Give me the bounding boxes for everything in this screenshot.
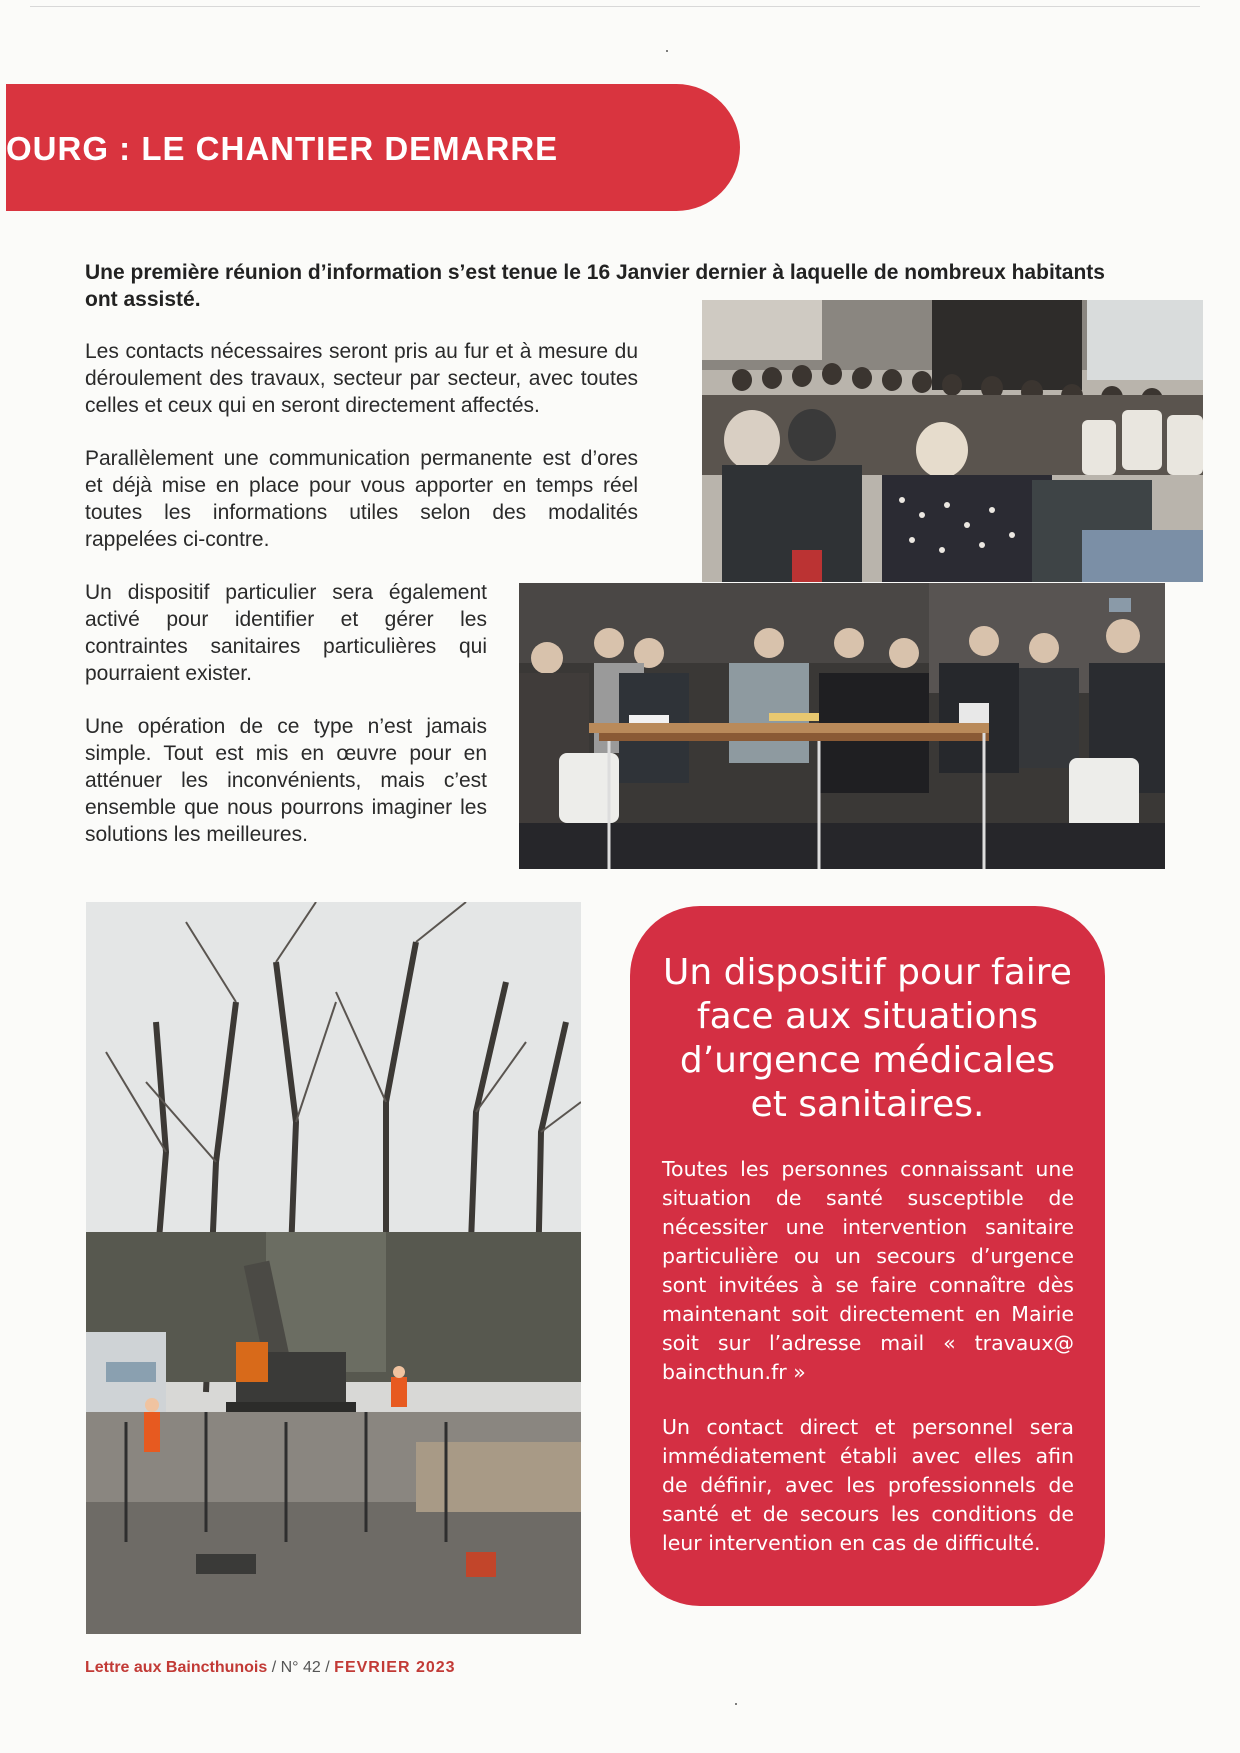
callout-title-line: d’urgence médicales [679, 1040, 1056, 1081]
callout-title-line: Un dispositif pour faire [663, 952, 1072, 993]
page-title: OURG : LE CHANTIER DEMARRE [6, 130, 559, 167]
paragraph-operation: Une opération de ce type n’est jamais simple. Tout est mis en œuvre pour en atténuer les inconvénients, mais c’est ensemble que nous pourrons imaginer les solutions les meilleures. [85, 715, 487, 846]
paragraph-communication: Parallèlement une communication permanente est d’ores et déjà mise en place pour vous apporter en temps réel toutes les informations utiles selon des modalités rappelées ci-contre. [85, 447, 638, 551]
photo-roadworks [86, 902, 581, 1634]
footer-separator: / [271, 1659, 277, 1676]
callout-body-contact: Un contact direct et personnel sera immédiatement établi avec elles afin de définir, avec les professionnels de santé et de secours les conditions de leur intervention en cas de difficulté. [662, 1415, 1074, 1555]
photo-meeting-panel [519, 583, 1165, 869]
paragraph-dispositif: Un dispositif particulier sera également activé pour identifier et gérer les contraintes sanitaires particulières qui pourraient exister. [85, 581, 487, 685]
callout-body-registration: Toutes les personnes connaissant une situation de santé susceptible de nécessiter une intervention sanitaire particulière ou un secours d’urgence sont invitées à se faire connaître dès maintenant soit directement en Mairie soit sur l’adresse mail « travaux@ baincthun.fr » [662, 1157, 1074, 1384]
callout-title-line: face aux situations [696, 996, 1039, 1037]
top-rule [30, 6, 1200, 7]
callout-title-line: et sanitaires. [750, 1084, 985, 1125]
footer-date: FEVRIER 2023 [334, 1659, 456, 1676]
callout-title [640, 951, 1095, 1127]
paragraph-contacts: Les contacts nécessaires seront pris au fur et à mesure du déroulement des travaux, secteur par secteur, avec toutes celles et ceux qui en seront directement affectés. [85, 340, 638, 417]
footer-issue: N° 42 [280, 1659, 321, 1676]
footer-publication: Lettre aux Baincthunois [85, 1659, 268, 1676]
photo-meeting-audience [702, 300, 1203, 582]
footer [85, 1659, 456, 1677]
scan-speck [735, 1703, 737, 1705]
intro-paragraph: Une première réunion d’information s’est tenue le 16 Janvier dernier à laquelle de nombreux habitants ont assisté. [85, 261, 1105, 311]
footer-separator: / [325, 1659, 330, 1676]
scan-speck [666, 50, 668, 52]
